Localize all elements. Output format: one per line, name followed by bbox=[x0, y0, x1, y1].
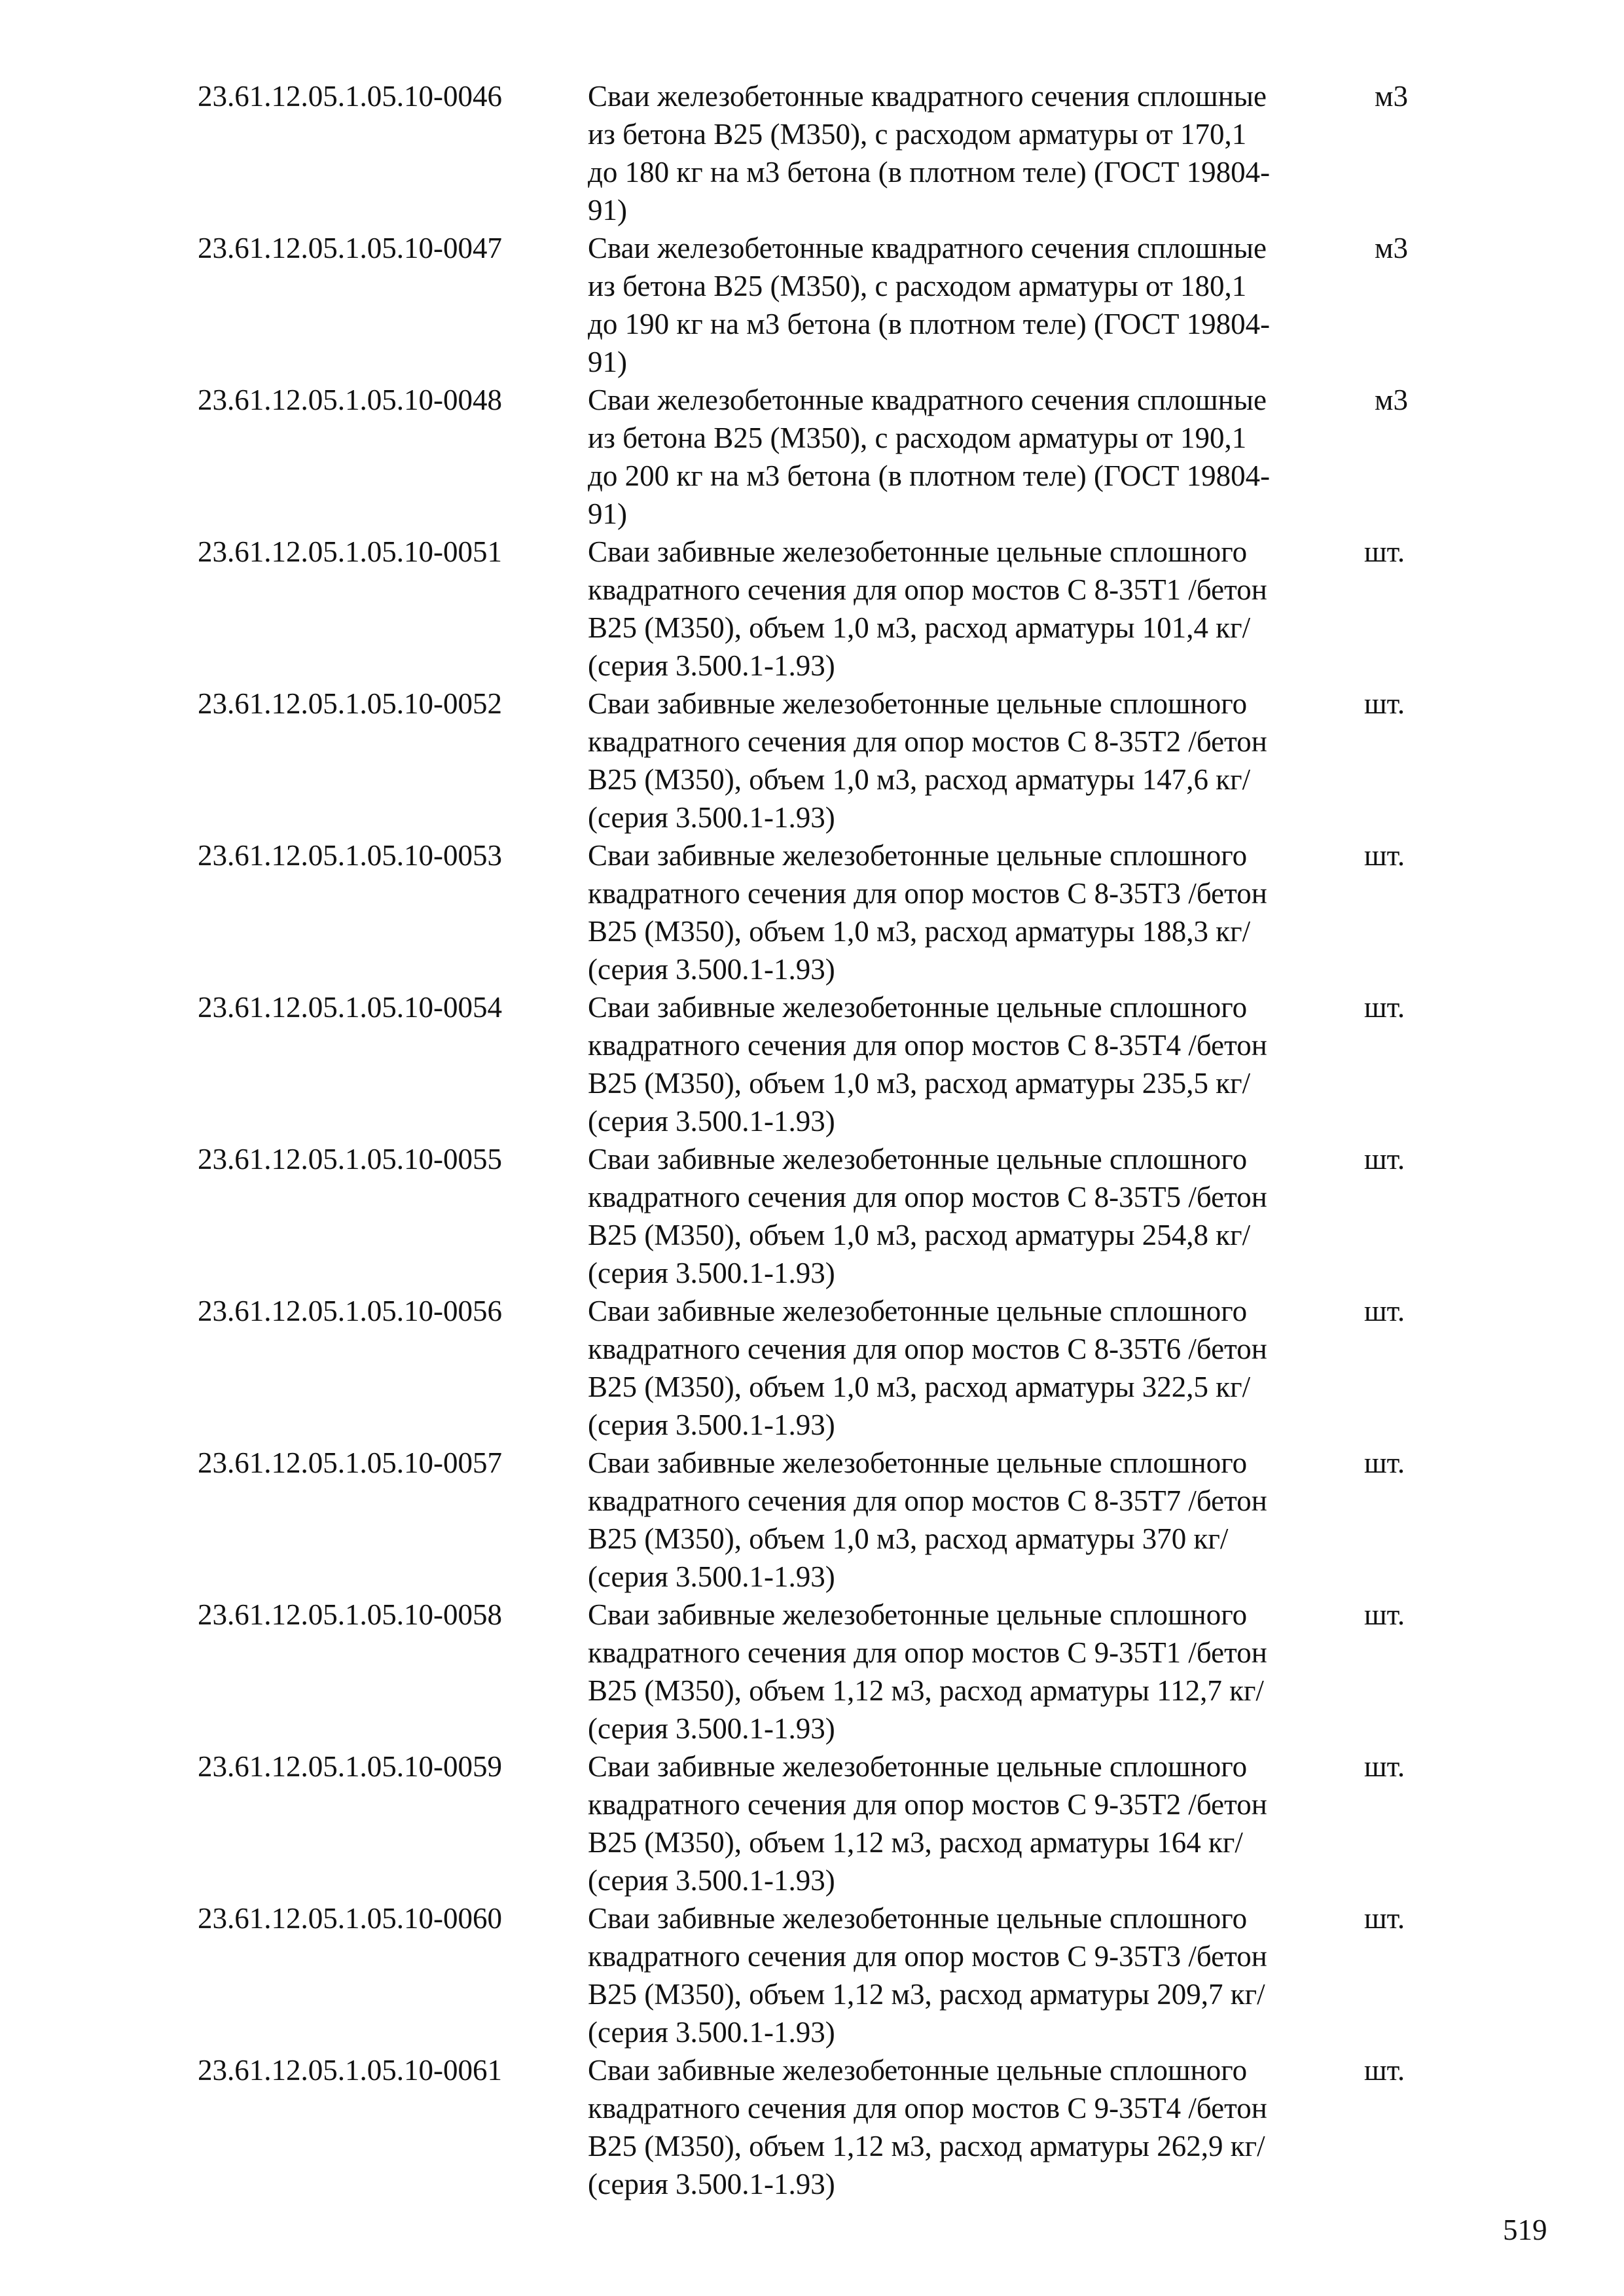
entry-unit: шт. bbox=[1364, 991, 1405, 1024]
description-line: 91) bbox=[588, 497, 627, 530]
description-line: Сваи забивные железобетонные цельные сплошного bbox=[588, 535, 1248, 568]
description-line: (серия 3.500.1-1.93) bbox=[588, 801, 835, 834]
description-line: (серия 3.500.1-1.93) bbox=[588, 1864, 835, 1897]
description-line: Сваи забивные железобетонные цельные сплошного bbox=[588, 1295, 1248, 1327]
catalog-entry bbox=[198, 2051, 1441, 2203]
catalog-entry bbox=[198, 77, 1441, 229]
description-line: из бетона В25 (М350), с расходом арматуры от 190,1 bbox=[588, 422, 1247, 454]
entry-unit: м3 bbox=[1375, 80, 1408, 113]
entry-description bbox=[588, 77, 1314, 229]
description-line: (серия 3.500.1-1.93) bbox=[588, 1408, 835, 1441]
description-line: из бетона В25 (М350), с расходом арматуры от 170,1 bbox=[588, 118, 1247, 151]
description-line: квадратного сечения для опор мостов С 8-35Т5 /бетон bbox=[588, 1181, 1267, 1213]
entry-unit: шт. bbox=[1364, 687, 1405, 720]
description-line: квадратного сечения для опор мостов С 8-35Т4 /бетон bbox=[588, 1029, 1267, 1062]
entry-unit: шт. bbox=[1364, 839, 1405, 872]
description-line: Сваи железобетонные квадратного сечения сплошные bbox=[588, 232, 1267, 264]
description-line: 91) bbox=[588, 346, 627, 378]
entry-code: 23.61.12.05.1.05.10-0053 bbox=[198, 839, 502, 872]
entry-unit: шт. bbox=[1364, 1598, 1405, 1631]
entry-description bbox=[588, 1748, 1314, 1899]
catalog-entry bbox=[198, 1444, 1441, 1596]
entry-description bbox=[588, 381, 1314, 533]
entry-unit: шт. bbox=[1364, 1750, 1405, 1783]
description-line: Сваи забивные железобетонные цельные сплошного bbox=[588, 687, 1248, 720]
entry-description bbox=[588, 1140, 1314, 1292]
entry-code: 23.61.12.05.1.05.10-0058 bbox=[198, 1598, 502, 1631]
description-line: Сваи забивные железобетонные цельные сплошного bbox=[588, 1598, 1248, 1631]
description-line: (серия 3.500.1-1.93) bbox=[588, 1105, 835, 1138]
description-line: (серия 3.500.1-1.93) bbox=[588, 1712, 835, 1745]
entry-unit: шт. bbox=[1364, 2054, 1405, 2087]
entry-description bbox=[588, 1899, 1314, 2051]
catalog-entry bbox=[198, 1899, 1441, 2051]
description-line: Сваи забивные железобетонные цельные сплошного bbox=[588, 1446, 1248, 1479]
description-line: В25 (М350), объем 1,12 м3, расход арматуры 262,9 кг/ bbox=[588, 2130, 1265, 2162]
description-line: (серия 3.500.1-1.93) bbox=[588, 2016, 835, 2049]
catalog-entry bbox=[198, 1596, 1441, 1748]
description-line: Сваи забивные железобетонные цельные сплошного bbox=[588, 2054, 1248, 2087]
description-line: Сваи забивные железобетонные цельные сплошного bbox=[588, 1750, 1248, 1783]
description-line: квадратного сечения для опор мостов С 8-35Т2 /бетон bbox=[588, 725, 1267, 758]
catalog-entry bbox=[198, 1292, 1441, 1444]
entry-code: 23.61.12.05.1.05.10-0057 bbox=[198, 1446, 502, 1479]
description-line: В25 (М350), объем 1,0 м3, расход арматуры 101,4 кг/ bbox=[588, 611, 1251, 644]
description-line: В25 (М350), объем 1,0 м3, расход арматуры 188,3 кг/ bbox=[588, 915, 1251, 948]
entry-code: 23.61.12.05.1.05.10-0048 bbox=[198, 384, 502, 416]
description-line: квадратного сечения для опор мостов С 8-35Т7 /бетон bbox=[588, 1484, 1267, 1517]
description-line: Сваи забивные железобетонные цельные сплошного bbox=[588, 839, 1248, 872]
description-line: Сваи забивные железобетонные цельные сплошного bbox=[588, 991, 1248, 1024]
catalog-entry bbox=[198, 533, 1441, 685]
description-line: до 190 кг на м3 бетона (в плотном теле) (ГОСТ 19804- bbox=[588, 308, 1271, 340]
description-line: (серия 3.500.1-1.93) bbox=[588, 953, 835, 986]
catalog-entry bbox=[198, 381, 1441, 533]
entry-code: 23.61.12.05.1.05.10-0059 bbox=[198, 1750, 502, 1783]
entry-description bbox=[588, 533, 1314, 685]
price-catalog-list bbox=[198, 77, 1441, 2203]
catalog-entry bbox=[198, 1140, 1441, 1292]
description-line: В25 (М350), объем 1,0 м3, расход арматуры 235,5 кг/ bbox=[588, 1067, 1251, 1100]
entry-code: 23.61.12.05.1.05.10-0054 bbox=[198, 991, 502, 1024]
entry-code: 23.61.12.05.1.05.10-0046 bbox=[198, 80, 502, 113]
entry-unit: шт. bbox=[1364, 1446, 1405, 1479]
entry-code: 23.61.12.05.1.05.10-0047 bbox=[198, 232, 502, 264]
description-line: квадратного сечения для опор мостов С 8-35Т6 /бетон bbox=[588, 1333, 1267, 1365]
description-line: из бетона В25 (М350), с расходом арматуры от 180,1 bbox=[588, 270, 1247, 302]
description-line: квадратного сечения для опор мостов С 9-35Т3 /бетон bbox=[588, 1940, 1267, 1973]
description-line: В25 (М350), объем 1,0 м3, расход арматуры 254,8 кг/ bbox=[588, 1219, 1251, 1251]
description-line: квадратного сечения для опор мостов С 9-35Т4 /бетон bbox=[588, 2092, 1267, 2125]
entry-description bbox=[588, 836, 1314, 988]
entry-description bbox=[588, 229, 1314, 381]
description-line: Сваи железобетонные квадратного сечения сплошные bbox=[588, 80, 1267, 113]
catalog-entry bbox=[198, 1748, 1441, 1899]
entry-unit: м3 bbox=[1375, 384, 1408, 416]
catalog-entry bbox=[198, 836, 1441, 988]
description-line: В25 (М350), объем 1,12 м3, расход арматуры 164 кг/ bbox=[588, 1826, 1243, 1859]
entry-description bbox=[588, 988, 1314, 1140]
catalog-entry bbox=[198, 685, 1441, 836]
entry-unit: шт. bbox=[1364, 1902, 1405, 1935]
description-line: квадратного сечения для опор мостов С 9-35Т2 /бетон bbox=[588, 1788, 1267, 1821]
description-line: (серия 3.500.1-1.93) bbox=[588, 649, 835, 682]
entry-description bbox=[588, 1292, 1314, 1444]
description-line: Сваи железобетонные квадратного сечения сплошные bbox=[588, 384, 1267, 416]
entry-unit: шт. bbox=[1364, 1143, 1405, 1175]
description-line: квадратного сечения для опор мостов С 8-35Т3 /бетон bbox=[588, 877, 1267, 910]
description-line: 91) bbox=[588, 194, 627, 226]
entry-code: 23.61.12.05.1.05.10-0061 bbox=[198, 2054, 502, 2087]
description-line: до 200 кг на м3 бетона (в плотном теле) (ГОСТ 19804- bbox=[588, 459, 1271, 492]
catalog-entry bbox=[198, 988, 1441, 1140]
entry-unit: шт. bbox=[1364, 535, 1405, 568]
description-line: Сваи забивные железобетонные цельные сплошного bbox=[588, 1143, 1248, 1175]
description-line: В25 (М350), объем 1,0 м3, расход арматуры 370 кг/ bbox=[588, 1522, 1229, 1555]
description-line: В25 (М350), объем 1,12 м3, расход арматуры 112,7 кг/ bbox=[588, 1674, 1264, 1707]
description-line: квадратного сечения для опор мостов С 9-35Т1 /бетон bbox=[588, 1636, 1267, 1669]
entry-code: 23.61.12.05.1.05.10-0056 bbox=[198, 1295, 502, 1327]
entry-unit: м3 bbox=[1375, 232, 1408, 264]
description-line: (серия 3.500.1-1.93) bbox=[588, 2168, 835, 2200]
description-line: до 180 кг на м3 бетона (в плотном теле) (ГОСТ 19804- bbox=[588, 156, 1271, 188]
description-line: (серия 3.500.1-1.93) bbox=[588, 1257, 835, 1289]
description-line: Сваи забивные железобетонные цельные сплошного bbox=[588, 1902, 1248, 1935]
description-line: В25 (М350), объем 1,0 м3, расход арматуры 322,5 кг/ bbox=[588, 1371, 1251, 1403]
description-line: квадратного сечения для опор мостов С 8-35Т1 /бетон bbox=[588, 573, 1267, 606]
entry-description bbox=[588, 1444, 1314, 1596]
description-line: (серия 3.500.1-1.93) bbox=[588, 1560, 835, 1593]
catalog-entry bbox=[198, 229, 1441, 381]
entry-description bbox=[588, 685, 1314, 836]
description-line: В25 (М350), объем 1,0 м3, расход арматуры 147,6 кг/ bbox=[588, 763, 1251, 796]
entry-code: 23.61.12.05.1.05.10-0060 bbox=[198, 1902, 502, 1935]
page-number: 519 bbox=[1503, 2214, 1547, 2246]
entry-code: 23.61.12.05.1.05.10-0051 bbox=[198, 535, 502, 568]
entry-code: 23.61.12.05.1.05.10-0055 bbox=[198, 1143, 502, 1175]
entry-unit: шт. bbox=[1364, 1295, 1405, 1327]
description-line: В25 (М350), объем 1,12 м3, расход арматуры 209,7 кг/ bbox=[588, 1978, 1265, 2011]
entry-description bbox=[588, 2051, 1314, 2203]
entry-code: 23.61.12.05.1.05.10-0052 bbox=[198, 687, 502, 720]
entry-description bbox=[588, 1596, 1314, 1748]
